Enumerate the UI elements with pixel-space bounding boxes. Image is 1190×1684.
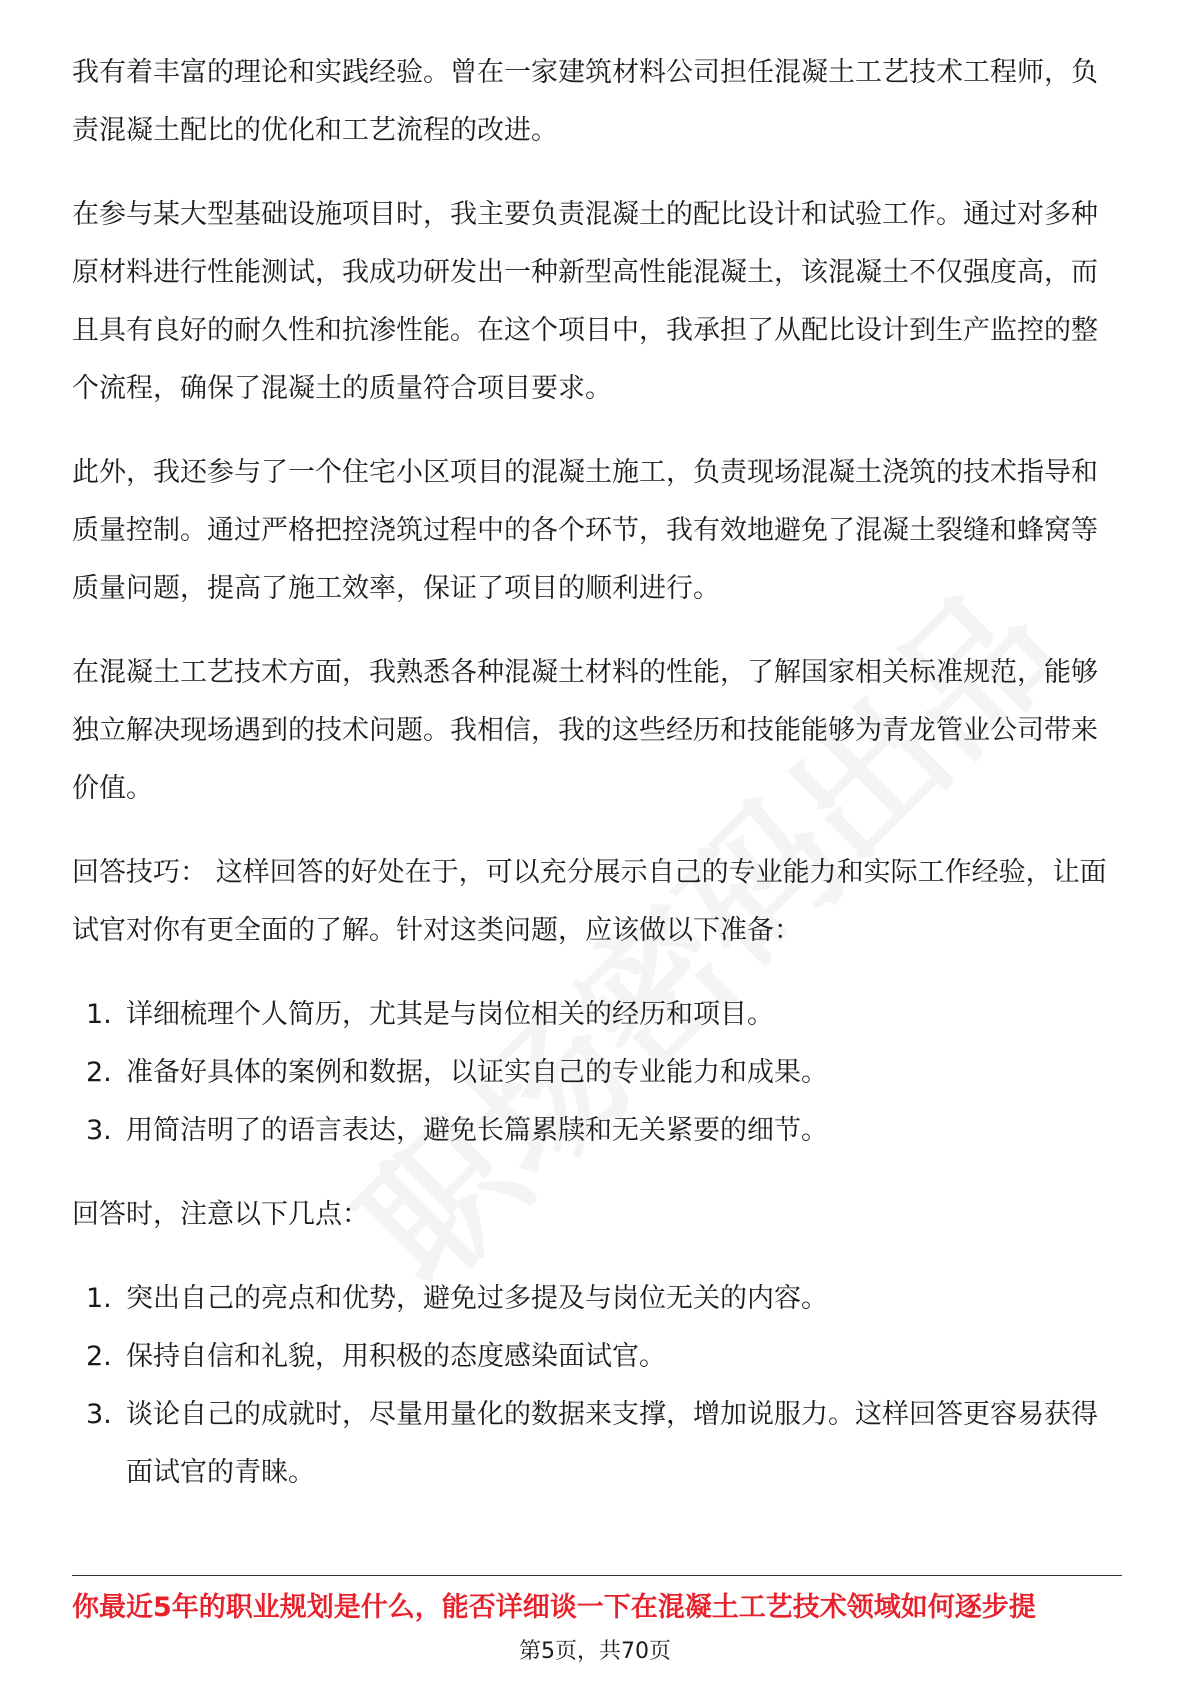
list-item-text: 准备好具体的案例和数据，以证实自己的专业能力和成果。 bbox=[126, 1057, 828, 1088]
list-item bbox=[72, 986, 1122, 1044]
list-number: 1. bbox=[86, 1283, 112, 1314]
paragraph-technical-skills: 在混凝土工艺技术方面，我熟悉各种混凝土材料的性能，了解国家相关标准规范，能够独立解决现场遇到的技术问题。我相信，我的这些经历和技能能够为青龙管业公司带来价值。 bbox=[72, 657, 1098, 804]
list-number: 1. bbox=[86, 999, 112, 1030]
document-body bbox=[72, 44, 1122, 1528]
page-number: 第5页，共70页 bbox=[519, 1639, 671, 1664]
paragraph-residential-project: 此外，我还参与了一个住宅小区项目的混凝土施工，负责现场混凝土浇筑的技术指导和质量控制。通过严格把控浇筑过程中的各个环节，我有效地避免了混凝土裂缝和蜂窝等质量问题，提高了施工效率，保证了项目的顺利进行。 bbox=[72, 457, 1098, 604]
next-question-heading: 你最近5年的职业规划是什么，能否详细谈一下在混凝土工艺技术领域如何逐步提 bbox=[72, 1592, 1036, 1623]
list-number: 3. bbox=[86, 1115, 112, 1146]
list-item-text: 用简洁明了的语言表达，避免长篇累牍和无关紧要的细节。 bbox=[126, 1115, 828, 1146]
footer-divider bbox=[72, 1575, 1122, 1576]
notes-list bbox=[72, 1270, 1122, 1502]
list-item-text: 详细梳理个人简历，尤其是与岗位相关的经历和项目。 bbox=[126, 999, 774, 1030]
notes-heading: 回答时，注意以下几点： bbox=[72, 1199, 369, 1230]
paragraph-answer-tips: 回答技巧： 这样回答的好处在于，可以充分展示自己的专业能力和实际工作经验，让面试官对你有更全面的了解。针对这类问题，应该做以下准备： bbox=[72, 857, 1107, 946]
list-item bbox=[72, 1386, 1122, 1502]
preparation-list bbox=[72, 986, 1122, 1160]
list-number: 3. bbox=[86, 1399, 112, 1430]
list-item-text: 突出自己的亮点和优势，避免过多提及与岗位无关的内容。 bbox=[126, 1283, 828, 1314]
list-item-text: 保持自信和礼貌，用积极的态度感染面试官。 bbox=[126, 1341, 666, 1372]
list-number: 2. bbox=[86, 1057, 112, 1088]
paragraph-experience-intro: 我有着丰富的理论和实践经验。曾在一家建筑材料公司担任混凝土工艺技术工程师，负责混凝土配比的优化和工艺流程的改进。 bbox=[72, 57, 1098, 146]
list-item bbox=[72, 1044, 1122, 1102]
list-item bbox=[72, 1102, 1122, 1160]
list-item-text: 谈论自己的成就时，尽量用量化的数据来支撑，增加说服力。这样回答更容易获得面试官的青睐。 bbox=[126, 1399, 1098, 1488]
list-item bbox=[72, 1328, 1122, 1386]
list-number: 2. bbox=[86, 1341, 112, 1372]
paragraph-infrastructure-project: 在参与某大型基础设施项目时，我主要负责混凝土的配比设计和试验工作。通过对多种原材料进行性能测试，我成功研发出一种新型高性能混凝土，该混凝土不仅强度高，而且具有良好的耐久性和抗渗性能。在这个项目中，我承担了从配比设计到生产监控的整个流程，确保了混凝土的质量符合项目要求。 bbox=[72, 199, 1098, 404]
list-item bbox=[72, 1270, 1122, 1328]
